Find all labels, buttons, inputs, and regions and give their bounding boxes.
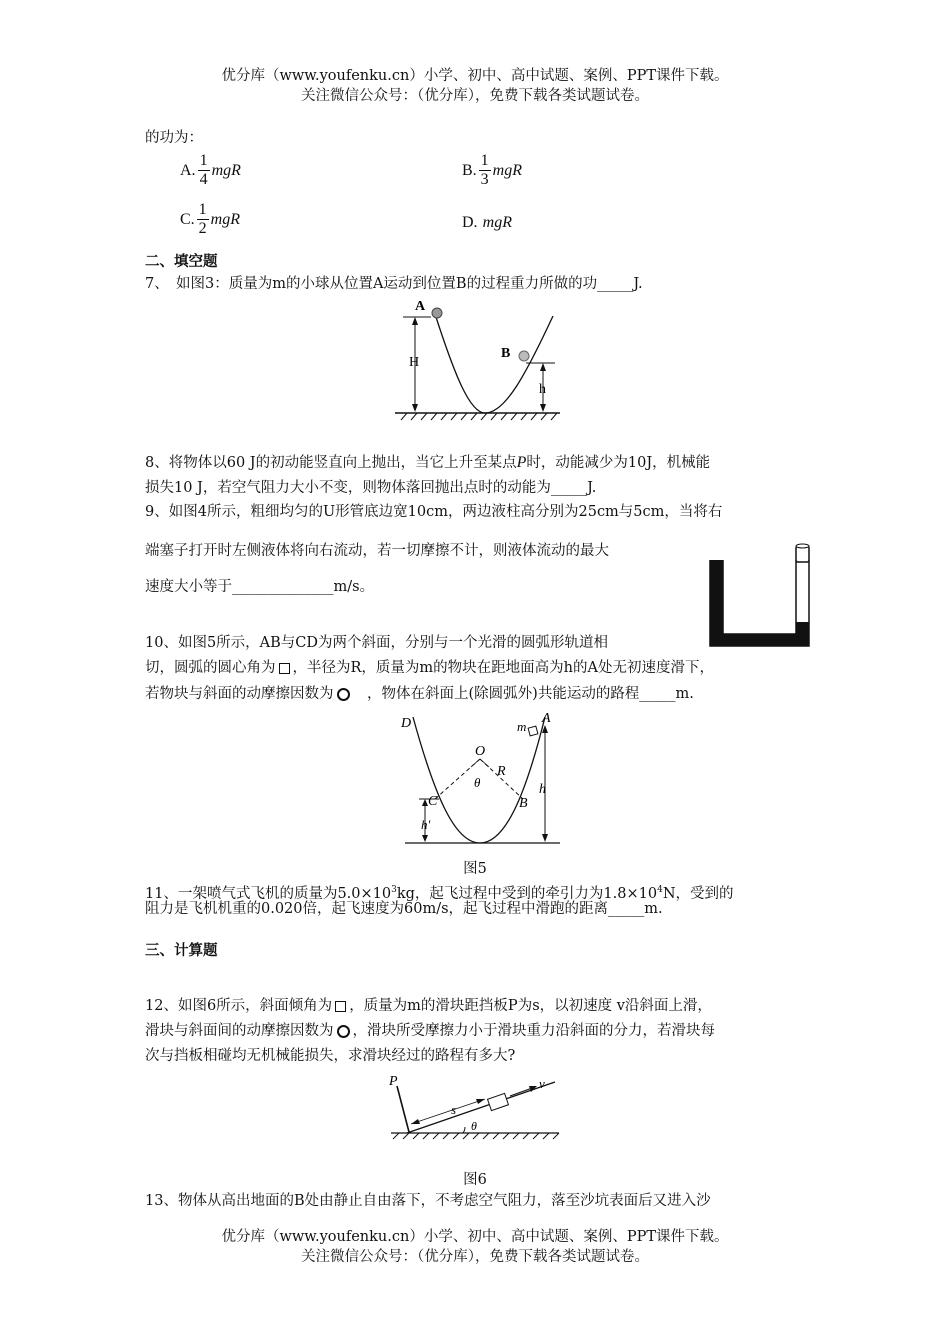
q6-tail: 的功为： bbox=[145, 130, 203, 146]
option-a-fraction: $\frac{1}{4}$ bbox=[199, 152, 208, 188]
fig6-label-p: P bbox=[389, 1074, 398, 1089]
fig3-label-h-big: H bbox=[409, 355, 420, 370]
option-a-label: A. bbox=[180, 162, 196, 179]
fig6-label-s: s bbox=[451, 1102, 457, 1117]
page-header-line1: 优分库（www.youfenku.cn）小学、初中、高中试题、案例、PPT课件下载。 bbox=[221, 68, 729, 84]
q12-line1: 12、如图6所示，斜面倾角为 ，质量为m的滑块距挡板P为s，以初速度 v沿斜面上滑， bbox=[145, 998, 712, 1014]
q9-line2: 端塞子打开时左侧液体将向右流动，若一切摩擦不计，则液体流动的最大 bbox=[145, 543, 609, 559]
fig3-label-b: B bbox=[501, 346, 511, 361]
q9-line1: 9、如图4所示，粗细均匀的U形管底边宽10cm，两边液柱高分别为25cm与5cm，当将右 bbox=[145, 504, 723, 520]
figure-3-diagram bbox=[395, 296, 565, 422]
q7-text: 7、 如图3：质量为m的小球从位置A运动到位置B的过程重力所做的功_____J. bbox=[145, 276, 643, 292]
option-c: C. $\frac{1}{2}$ mgR bbox=[180, 201, 240, 237]
figure-5-caption: 图5 bbox=[463, 861, 487, 877]
q12-line2: 滑块与斜面间的动摩擦因数为 ，滑块所受摩擦力小于滑块重力沿斜面的分力，若滑块每 bbox=[145, 1023, 715, 1039]
q8-line2: 损失10 J，若空气阻力大小不变，则物体落回抛出点时的动能为_____J. bbox=[145, 480, 597, 496]
fig5-label-h: h bbox=[539, 782, 546, 797]
fig5-label-d: D bbox=[401, 716, 412, 731]
option-d: D. mgR bbox=[462, 214, 512, 231]
figure-6-caption: 图6 bbox=[463, 1172, 487, 1188]
q11-line1: 11、一架喷气式飞机的质量为$5.0\times 10^3kg$，起飞过程中受到的牵引力为$1.8\times 10^4N$，受到的 bbox=[145, 885, 734, 902]
figure-6-diagram bbox=[385, 1072, 565, 1144]
fig5-label-theta: θ bbox=[474, 775, 481, 790]
fig5-label-a: A bbox=[542, 711, 551, 726]
section-2-title: 二、填空题 bbox=[145, 254, 218, 270]
option-b-fraction: $\frac{1}{3}$ bbox=[480, 152, 489, 188]
fig5-label-b: B bbox=[519, 796, 528, 811]
page-footer-line2: 关注微信公众号：（优分库），免费下载各类试题试卷。 bbox=[301, 1249, 649, 1265]
page-footer-line1: 优分库（www.youfenku.cn）小学、初中、高中试题、案例、PPT课件下载。 bbox=[221, 1229, 729, 1245]
fig5-label-c: C bbox=[428, 794, 438, 809]
theta-symbol-box-q12 bbox=[335, 1001, 346, 1012]
fig5-label-h-prime: h′ bbox=[421, 817, 431, 832]
fig6-label-v: v bbox=[539, 1076, 545, 1091]
option-d-label: D. bbox=[462, 214, 478, 231]
q11-line2: 阻力是飞机机重的0.020倍，起飞速度为60m/s，起飞过程中滑跑的距离_____m. bbox=[145, 901, 663, 917]
fig5-label-r: R bbox=[497, 764, 506, 779]
figure-5-diagram bbox=[395, 707, 565, 849]
q10-line3: 若物块与斜面的动摩擦因数为 ，物体在斜面上(除圆弧外)共能运动的路程_____m. bbox=[145, 686, 694, 702]
option-a: A. $\frac{1}{4}$ mgR bbox=[180, 152, 241, 188]
option-c-fraction: $\frac{1}{2}$ bbox=[198, 201, 207, 237]
q13-line1: 13、物体从高出地面的B处由静止自由落下，不考虑空气阻力，落至沙坑表面后又进入沙 bbox=[145, 1193, 711, 1209]
q9-line3: 速度大小等于______________m/s。 bbox=[145, 579, 375, 595]
section-3-title: 三、计算题 bbox=[145, 943, 218, 959]
theta-symbol-box bbox=[279, 663, 290, 674]
fig3-label-h-small: h bbox=[539, 382, 546, 397]
q10-line1: 10、如图5所示，AB与CD为两个斜面，分别与一个光滑的圆弧形轨道相 bbox=[145, 635, 609, 651]
mu-symbol-circle bbox=[337, 688, 350, 701]
mu-symbol-circle-q12 bbox=[337, 1025, 350, 1038]
fig5-label-m: m bbox=[517, 719, 527, 734]
fig3-label-a: A bbox=[415, 299, 426, 314]
q10-line2: 切，圆弧的圆心角为 ，半径为R，质量为m的物块在距地面高为h的A处无初速度滑下， bbox=[145, 660, 714, 676]
q8-line1: 8、将物体以60 J的初动能竖直向上抛出，当它上升至某点P时，动能减少为10J，机械能 bbox=[145, 454, 711, 471]
option-b: B. $\frac{1}{3}$ mgR bbox=[462, 152, 522, 188]
option-c-label: C. bbox=[180, 211, 195, 228]
fig6-label-theta: θ bbox=[471, 1119, 477, 1133]
option-b-label: B. bbox=[462, 162, 477, 179]
q12-line3: 次与挡板相碰均无机械能损失，求滑块经过的路程有多大? bbox=[145, 1048, 516, 1064]
page-header-line2: 关注微信公众号：（优分库），免费下载各类试题试卷。 bbox=[301, 88, 649, 104]
fig5-label-o: O bbox=[475, 744, 486, 759]
figure-4-u-tube bbox=[705, 540, 815, 650]
